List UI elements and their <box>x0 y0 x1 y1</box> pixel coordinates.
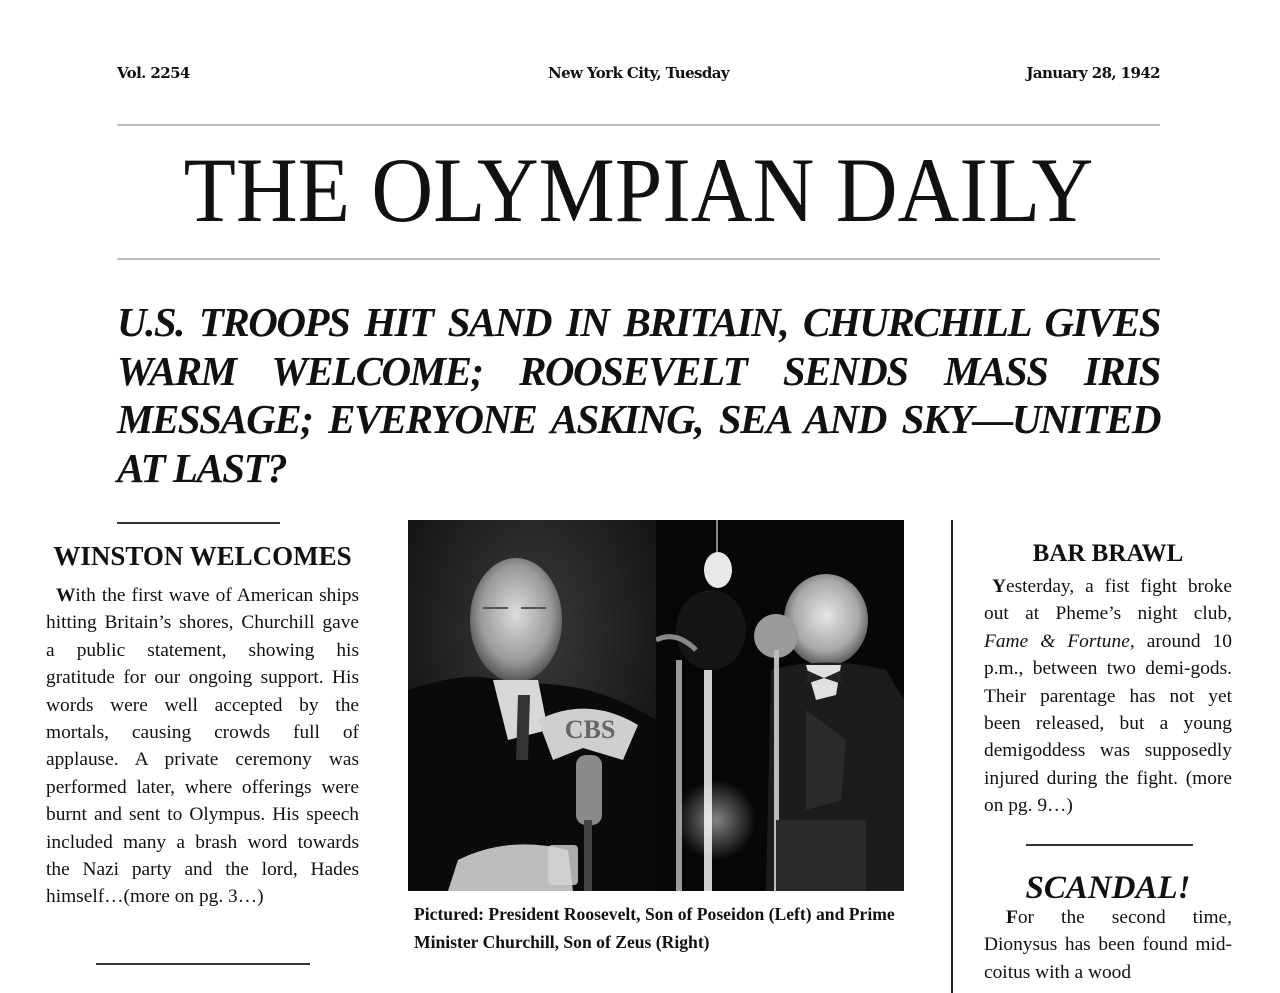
article-winston-welcomes <box>46 540 359 911</box>
drop-letter: Y <box>992 576 1007 597</box>
issue-info-bar <box>117 64 1160 86</box>
photo-churchill <box>656 520 904 891</box>
cbs-microphone-label: CBS <box>564 715 616 744</box>
article-body <box>46 582 359 911</box>
newspaper-masthead: THE OLYMPIAN DAILY <box>183 139 1094 241</box>
column-divider <box>951 520 953 993</box>
article-title: BAR BRAWL <box>1032 540 1184 567</box>
photo-roosevelt <box>408 520 656 891</box>
article-body <box>984 904 1232 986</box>
main-headline: U.S. TROOPS HIT SAND IN BRITAIN, CHURCHILL GIVES WARM WELCOME; ROOSEVELT SENDS MASS IRIS MESSAGE; EVERYONE ASKING, SEA AND SKY—UNITED AT LAST? <box>117 299 1160 491</box>
section-divider <box>1026 844 1193 846</box>
article-title: WINSTON WELCOMES <box>53 541 352 571</box>
article-text: ith the first wave of American ships hitting Britain’s shores, Churchill gave a public statement, showing his gratitude for our ongoing support. His words were well accepted by the mortals, causing crowds full of applause. A private ceremony was performed later, where offerings were burnt and sent to Olympus. His speech included many a brash word towards the Nazi party and the lord, Hades himself…(more on pg. 3…) <box>46 585 359 908</box>
volume-number: Vol. 2254 <box>117 64 190 82</box>
article-text: esterday, a fist fight broke out at Pheme’s night club, <box>984 576 1232 625</box>
article-scandal <box>984 872 1232 986</box>
edition-location: New York City, Tuesday <box>547 64 729 82</box>
article-text: , around 10 p.m., between two demi-gods. Their parentage has not yet been released, but a young demigoddess was supposedly injured during the fight. (more on pg. 9…) <box>984 630 1232 817</box>
drop-letter: F <box>1006 907 1018 928</box>
article-body <box>984 573 1232 820</box>
section-divider <box>96 963 310 965</box>
churchill-portrait-image <box>656 520 904 891</box>
section-divider <box>117 522 280 524</box>
club-name: Fame & Fortune <box>984 630 1130 652</box>
photo-caption: Pictured: President Roosevelt, Son of Poseidon (Left) and Prime Minister Churchill, Son of Zeus (Right) <box>414 904 895 952</box>
roosevelt-portrait-image <box>408 520 656 891</box>
issue-date: January 28, 1942 <box>1026 64 1160 82</box>
masthead-top-rule <box>117 124 1160 126</box>
masthead-bottom-rule <box>117 258 1160 260</box>
article-text: or the second time, Dionysus has been found mid-coitus with a wood <box>984 907 1232 983</box>
article-title: SCANDAL! <box>1025 870 1191 906</box>
article-bar-brawl <box>984 538 1232 820</box>
featured-photo <box>408 520 904 891</box>
drop-letter: W <box>56 585 76 606</box>
